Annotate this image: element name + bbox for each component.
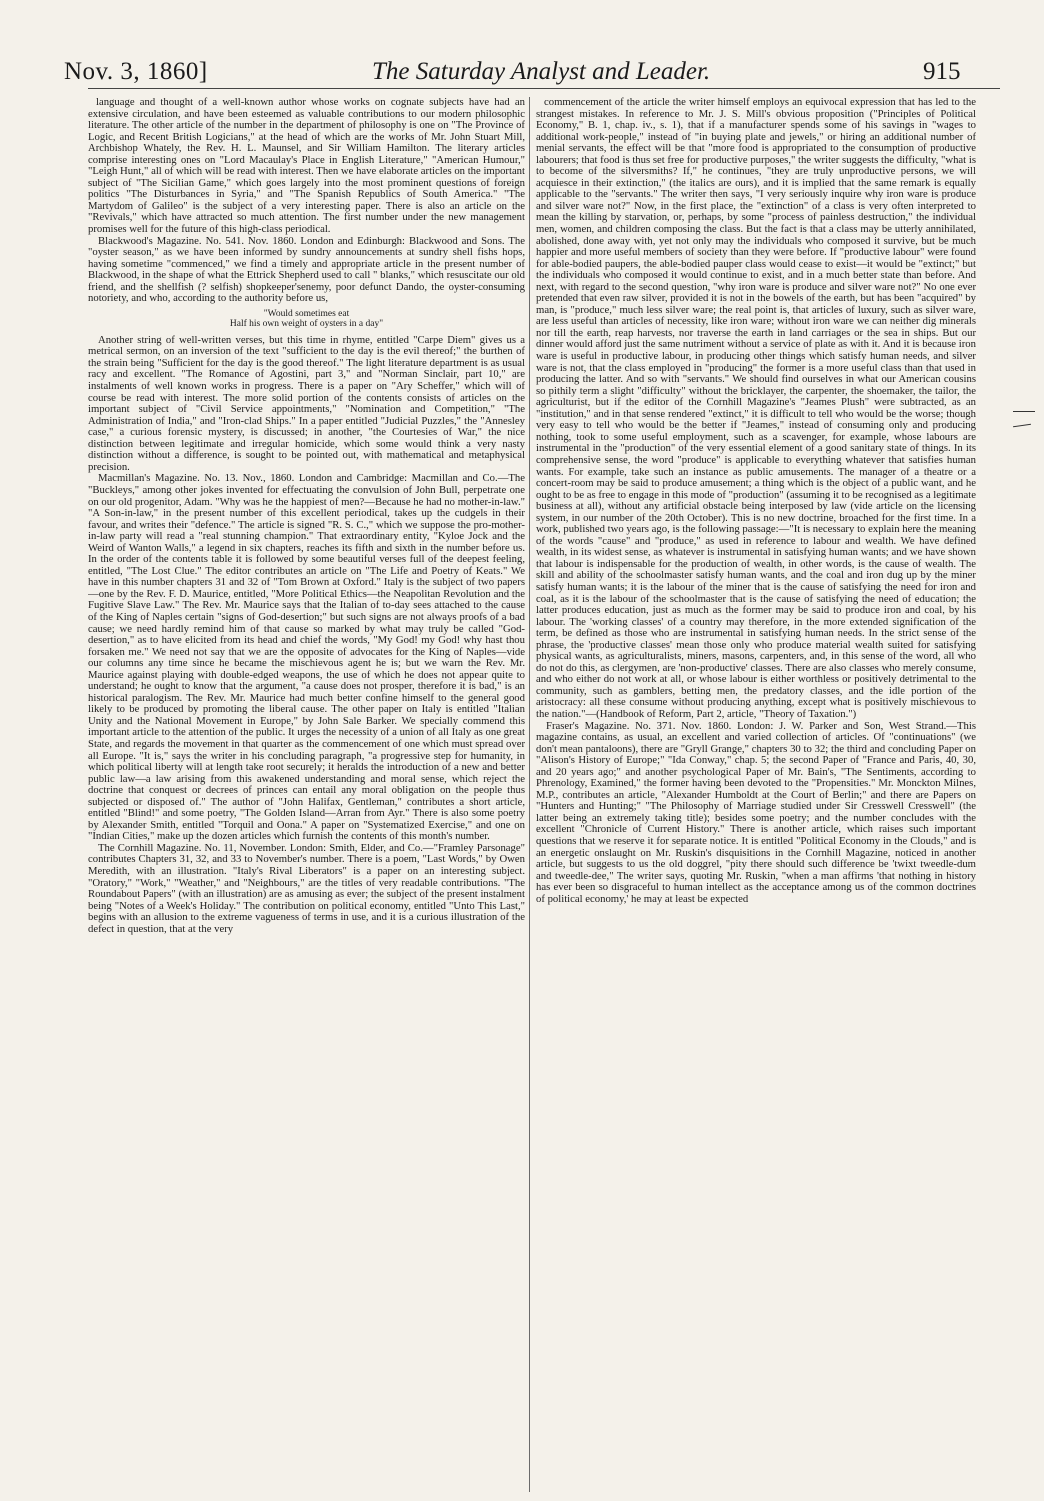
quote-line-2: Half his own weight of oysters in a day": [229, 318, 384, 329]
paragraph-blackwoods: Blackwood's Magazine. No. 541. Nov. 1860. London and Edinburgh: Blackwood and Sons. The "oyster season," as we have been informed by sundry announcements at sundry shell fishs hops, having sometime "commenced," we find a timely and appropriate article in the present number of Blackwood, in the shape of what the Ettrick Shepherd used to call " blanks," which resuscitate our old friend, and the shellfish (? selfish) shopkeeper'senemy, poor defunct Dando, the oyster-consuming notoriety, and who, according to the authority before us,: [88, 234, 525, 305]
paragraph-cornhill: The Cornhill Magazine. No. 11, November. London: Smith, Elder, and Co.—"Framley Parsonage" contributes Chapters 31, 32, and 33 to November's number. There is a poem, "Last Words," by Owen Meredith, with an illustration. "Italy's Rival Liberators" is a paper on an interesting subject. "Oratory," "Work," "Weather," and "Neighbours," are the titles of very readable contributions. "The Roundabout Papers" (with an illustration) are as amusing as ever; the subject of the present instalment being "Notes of a Week's Holiday." The contribution on political economy, entitled "Unto This Last," begins with an allusion to the extreme vagueness of terms in use, and it is a curious illustration of the defect in question, that at the very: [88, 841, 525, 935]
paragraph-blackwoods-contents: Another string of well-written verses, but this time in rhyme, entitled "Carpe Diem" gives us a metrical sermon, on an inversion of the text "sufficient to the day is the evil thereof;" the burthen of the strain being "Sufficient for the day is the good thereof." The light literature department is as usual racy and excellent. "The Romance of Agostini, part 3," and "Norman Sinclair, part 10," are instalments of well known works in progress. There is a paper on "Ary Scheffer," which will of course be read with interest. The more solid portion of the contents consists of articles on the important subject of "Civil Service appointments," "Nomination and Competition," "The Administration of India," and "Iron-clad Ships." In a paper entitled "Judicial Puzzles," the "Annesley case," a curious forensic mystery, is discussed; in another, "the Courtesies of War," the nice distinction between legitimate and irregular homicide, which some would think a very nasty distinction without a difference, is sought to be pointed out, with mathematical and metaphysical precision.: [88, 333, 525, 473]
paragraph-frasers: Fraser's Magazine. No. 371. Nov. 1860. London: J. W. Parker and Son, West Strand.—This magazine contains, as usual, an excellent and varied collection of articles. Of "continuations" (we don't mean pantaloons), there are "Gryll Grange," chapters 30 to 32; the third and concluding Paper on "Alison's History of Europe;" "Ida Conway," chap. 5; the second Paper of "France and Paris, 40, 30, and 20 years ago;" and another psychological Paper of Mr. Bain's, "The Sentiments, according to Phrenology, Examined," the former having been devoted to the "Propensities." Mr. Monckton Milnes, M.P., contributes an article, "Alexander Humboldt at the Court of Berlin;" and there are Papers on "Hunters and Hunting;" "The Philosophy of Marriage studied under Sir Cresswell Cresswell" (the latter being an extremely taking title); besides some poetry; and the number concludes with the excellent "Chronicle of Current History." There is another article, which raises such important questions that we reserve it for separate notice. It is entitled "Political Economy in the Clouds," and is an energetic onslaught on Mr. Ruskin's disquisitions in the Cornhill Magazine, noticed in another article, but suggests to us the old doggrel, "pity there should such difference be 'twixt tweedle-dum and tweedle-dee," The writer says, quoting Mr. Ruskin, "when a man affirms 'that nothing in history has ever been so disgraceful to human intellect as the acceptance among us of the common doctrines of political economy,' he may at least be expected: [536, 719, 976, 905]
page-header: [0, 50, 1044, 90]
margin-mark: [1013, 424, 1031, 427]
column-divider: [529, 97, 530, 1492]
quote-line-1: "Would sometimes eat: [263, 308, 350, 319]
margin-mark: [1013, 411, 1035, 412]
paragraph-review-continued: language and thought of a well-known author whose works on cognate subjects have had an extensive circulation, and have been esteemed as valuable contributions to our modern philosophic literature. The other article of the number in the department of philosophy is one on "The Province of Logic, and Recent British Logicians," at the head of which are the works of Mr. John Stuart Mill, Archbishop Whately, the Rev. H. L. Maunsel, and Sir William Hamilton. The literary articles comprise interesting ones on "Lord Macaulay's Place in English Literature," "American Humour," "Leigh Hunt," all of which will be read with interest. Then we have elaborate articles on the important subject of "The Sicilian Game," which goes largely into the most prominent questions of foreign politics "The Disturbances in Syria," and "The Spanish Republics of South America." "The Martydom of Galileo" is the subject of a very interesting paper. There is also an article on the "Revivals," which have attracted so much attention. The first number under the new management promises well for the future of this high-class periodical.: [88, 97, 525, 236]
header-rule: [88, 88, 1000, 89]
paragraph-macmillans: Macmillan's Magazine. No. 13. Nov., 1860. London and Cambridge: Macmillan and Co.—The "Buckleys," among other jokes invented for effectuating the convulsion of John Bull, perpetrate one on our old progenitor, Adam. "Why was he the happiest of men?—Because he had no mother-in-law." "A Son-in-law," in the present number of this excellent periodical, takes up the cudgels in their favour, and writes their "defence." The article is signed "R. S. C.," which we suppose the pro-mother-in-law party will read a "real stunning champion." That extraordinary entity, "Kyloe Jock and the Weird of Wanton Walls," a legend in six chapters, reaches its fifth and sixth in the number before us. In the order of the contents table it is followed by some beautiful verses full of the deepest feeling, entitled, "The Lost Clue." The editor contributes an article on "The Life and Poetry of Keats." We have in this number chapters 31 and 32 of "Tom Brown at Oxford." Italy is the subject of two papers—one by the Rev. F. D. Maurice, entitled, "More Political Ethics—the Neapolitan Revolution and the Fugitive Slave Law." The Rev. Mr. Maurice says that the Italian of to-day sees attached to the cause of the King of Naples certain "signs of God-desertion;" but such signs are not always proofs of a bad cause; we need hardly remind him of that cause so marked by what may truly be called "God-desertion," as to have elicited from its head and chief the words, "My God! my God! why hast thou forsaken me." We need not say that we are the opposite of advocates for the King of Naples—vide our columns any time since he became the mischievous agent he is; but we warn the Rev. Mr. Maurice against playing with double-edged weapons, the use of which he does not appear quite to understand; he ought to know that the argument, "a cause does not prosper, therefore it is bad," is an historical paralogism. The Rev. Mr. Maurice had much better confine himself to the general good likely to be produced by promoting the liberal cause. The other paper on Italy is entitled "Italian Unity and the National Movement in Europe," by John Sale Barker. We specially commend this important article to the attention of the public. It urges the necessity of a union of all Italy as one great State, and regards the movement in that quarter as the commencement of one which must spread over all Europe. "It is," says the writer in his concluding paragraph, "a progressive step for humanity, in which political liberty will at length take root securely; it heralds the introduction of a new and better public law—a law arising from this awakened understanding and moral sense, which reject the doctrine that conquest or decrees of princes can entail any moral obligation on the people thus subjected or disposed of." The author of "John Halifax, Gentleman," contributes a short article, entitled "Blind!" and some poetry, "The Golden Island—Arran from Ayr." There is also some poetry by Alexander Smith, entitled "Torquil and Oona." A paper on "Systematized Exercise," and one on "Indian Cities," make up the dozen articles which furnish the contents of this month's number.: [88, 472, 525, 843]
right-column: [536, 97, 976, 1492]
paragraph-political-economy: commencement of the article the writer himself employs an equivocal expression that has led to the strangest mistakes. In reference to Mr. J. S. Mill's obvious proposition ("Principles of Political Economy," B. 1, chap. iv., s. 1), that if a manufacturer spends some of his savings in "wages to additional work-people," instead of "in buying plate and jewels," or hiring an additional number of menial servants, the effect will be that "more food is appropriated to the consumption of productive labourers; that food is thus set free for productive purposes," the writer suggests the difficulty, "what is to become of the silversmiths? If," he continues, "they are truly unproductive persons, we will acquiesce in their extinction," (the italics are ours), and it is implied that the same remark is equally applicable to the "servants." The writer then says, "I very seriously inquire why iron ware is produce and silver ware not?" Now, in the first place, the "extinction" of a class is very often interpreted to mean the killing by starvation, or, perhaps, by some "process of painless destruction," the individual men, women, and children composing the class. But the fact is that a class may be utterly annihilated, abolished, done away with, yet not only may the individuals who composed it survive, but be much happier and more useful members of society than they were before. If "productive labour" were found for able-bodied paupers, the able-bodied pauper class would cease to exist—it would be "extinct;" but the individuals who composed it would continue to exist, and in a much better state than before. And next, with regard to the second question, "why iron ware is produce and silver ware not?" No one ever pretended that even raw silver, provided it is not in the bowels of the earth, but has been "acquired" by man, is "produce," much less silver ware; the real point is, that articles of luxury, such as silver ware, are less useful than articles of necessity, like iron ware; without iron ware we can neither dig minerals nor till the earth, reap harvests, nor traverse the earth in land carriages or the sea in ships. But our dinner would afford just the same nutriment without a service of plate as with it. And it is because iron ware is useful in productive labour, in producing other things which satisfy human needs, and silver ware is not, that the class employed in "producing" the former is a more useful class than that used in producing the latter. And so with "servants." We should find ourselves in what our American cousins so pithily term a slight "difficulty" without the bricklayer, the carpenter, the shoemaker, the tailor, the agriculturist, but if the editor of the Cornhill Magazine's "Jeames Plush" were subtracted, as an "institution," and in that sense rendered "extinct," it is difficult to tell who would be the worse; though very easy to tell who would be the better if "Jeames," instead of consuming only and producing nothing, took to some useful employment, such as a scavenger, for example, whose labours are instrumental in the "production" of the very essential element of a good sanitary state of things. In its comprehensive sense, the word "produce" is applicable to everything whatever that satisfies human wants. For example, take such an instance as public amusements. The manager of a theatre or a concert-room may be said to produce amusement; a thing which is the object of a public want, and he ought to be as free to engage in this mode of "production" (assuming it to be recognised as a legitimate business at all), without any artificial obstacle being interposed by law (vide article on the licensing system, in our number of the 20th October). This is no new doctrine, broached for the first time. In a work, published two years ago, is the following passage:—"It is necessary to explain here the meaning of the words "cause" and "produce," as used in reference to labour and wealth. We have defined wealth, in its widest sense, as whatever is instrumental in satisfying human wants; and we have shown that labour is indispensable for the production of wealth, in other words, is the cause of wealth. The skill and ability of the schoolmaster satisfy human wants, and the coal and iron dug up by the miner satisfy human wants; it is the labour of the miner that is the cause of satisfying the need for iron and coal, as it is the labour of the schoolmaster that is the cause of satisfying the need of education; the latter produces education, just as much as the former may be said to produce iron and coal, by his labour. The 'working classes' of a country may therefore, in the more extended signification of the term, be defined as those who are instrumental in satisfying human needs. In the strict sense of the phrase, the 'productive classes' mean those only who produce material wealth suited for satisfying physical wants, as agriculturalists, miners, masons, carpenters, and, in this sense of the word, all who do not do this, as clergymen, are 'non-productive' classes. There are also classes who merely consume, and who either do not work at all, or whose labour is either worthless or positively detrimental to the community, such as gamblers, betting men, the predatory classes, and the idle portion of the aristocracy: all these consume without producing anything, except what is positively mischievous to the nation."—(Handbook of Reform, Part 2, article, "Theory of Taxation."): [536, 97, 976, 720]
page-number: 915: [923, 58, 961, 85]
left-column: [88, 97, 525, 1492]
issue-date: Nov. 3, 1860]: [64, 58, 208, 85]
oyster-quote: [88, 309, 525, 329]
publication-title: The Saturday Analyst and Leader.: [372, 58, 711, 85]
